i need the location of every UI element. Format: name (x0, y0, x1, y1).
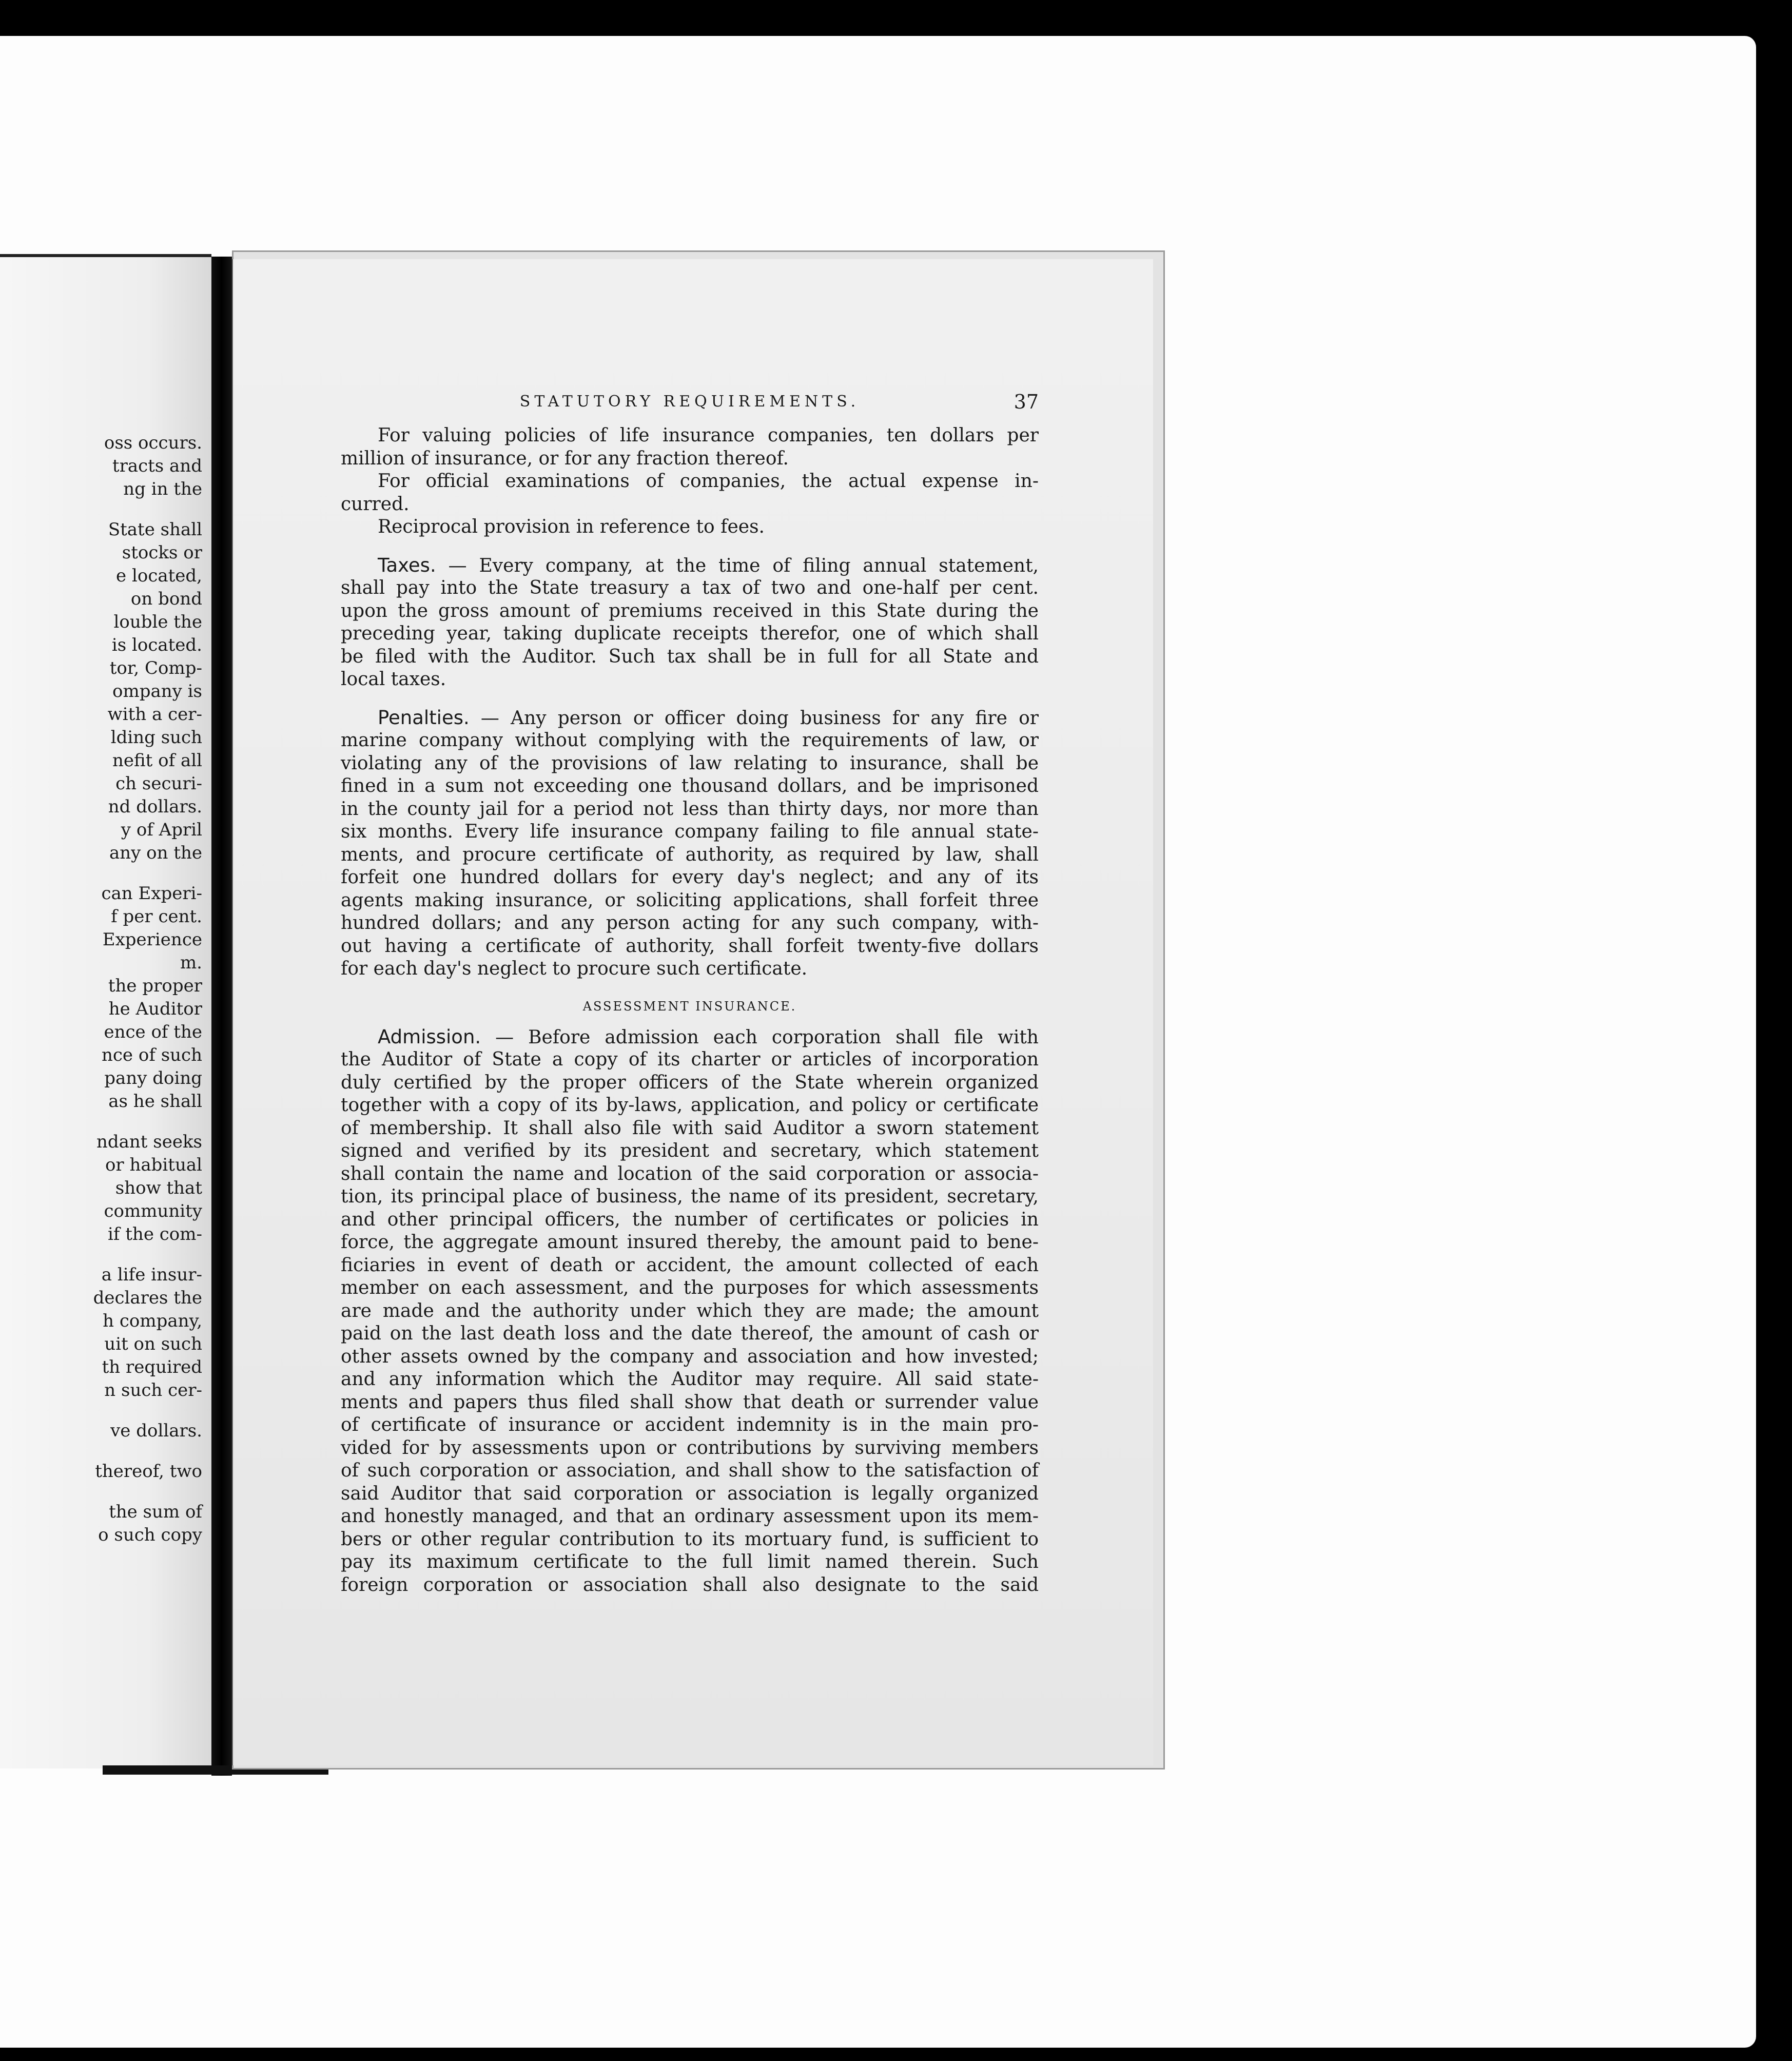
line-gap (0, 865, 202, 882)
text-line: Reciprocal provision in reference to fees. (378, 516, 765, 537)
text-line: and any information which the Auditor may require. All said state- (341, 1369, 1039, 1390)
book-spine (211, 257, 232, 1776)
text-line: and honestly managed, and that an ordinary assessment upon its mem- (341, 1506, 1039, 1527)
admission-heading: Admission. (378, 1025, 481, 1048)
text-line: said Auditor that said corporation or association is legally organized (341, 1483, 1039, 1504)
text-line-rest: — Every company, at the time of filing annual statement, (436, 555, 1039, 576)
left-text-line: any on the (109, 843, 202, 863)
left-text-line: if the com- (108, 1224, 202, 1245)
left-text-line: nd dollars. (108, 796, 202, 817)
line-gap (0, 1483, 202, 1501)
text-line: of membership. It shall also file with said Auditor a sworn statement (341, 1117, 1039, 1139)
page-number: 37 (1014, 391, 1039, 413)
left-text-line: is located. (111, 635, 202, 655)
left-page (0, 254, 211, 1768)
text-line: of certificate of insurance or accident indemnity is in the main pro- (341, 1414, 1039, 1435)
paragraph-examination-fees (341, 470, 1039, 516)
paragraph-admission (341, 1026, 1039, 1597)
paragraph-penalties (341, 707, 1039, 981)
left-text-line: the sum of (109, 1502, 202, 1522)
text-line: fined in a sum not exceeding one thousand dollars, and be imprisoned (341, 775, 1039, 796)
line-gap (0, 1246, 202, 1263)
left-text-line: oss occurs. (104, 433, 202, 453)
text-line: shall contain the name and location of the said corporation or associa- (341, 1163, 1039, 1184)
penalties-heading: Penalties. (378, 706, 470, 729)
text-line: pay its maximum certificate to the full limit named therein. Such (341, 1551, 1039, 1572)
left-text-line: e located, (116, 566, 202, 586)
text-line: bers or other regular contribution to its mortuary fund, is sufficient to (341, 1528, 1039, 1550)
text-line: For official examinations of companies, the actual expense in- (378, 471, 1039, 492)
left-text-line: ompany is (112, 681, 202, 702)
text-line: shall pay into the State treasury a tax of two and one-half per cent. (341, 577, 1039, 598)
taxes-heading: Taxes. (378, 554, 436, 576)
text-line: hundred dollars; and any person acting for any such company, with- (341, 912, 1039, 934)
left-text-line: ng in the (123, 479, 202, 499)
section-heading: ASSESSMENT INSURANCE. (582, 999, 797, 1014)
text-line-rest: — Any person or officer doing business for any fire or (469, 707, 1039, 729)
text-line: paid on the last death loss and the date thereof, the amount of cash or (341, 1323, 1039, 1344)
left-page-text (0, 432, 202, 1547)
left-text-line: uit on such (104, 1334, 202, 1354)
left-text-line: State shall (108, 519, 202, 540)
text-line: marine company without complying with the requirements of law, or (341, 730, 1039, 751)
text-line: force, the aggregate amount insured thereby, the amount paid to bene- (341, 1232, 1039, 1253)
text-line: violating any of the provisions of law relating to insurance, shall be (341, 752, 1039, 774)
text-line: tion, its principal place of business, the name of its president, secretary, (341, 1186, 1039, 1207)
text-line: and other principal officers, the number of certificates or policies in (341, 1209, 1039, 1230)
text-line: other assets owned by the company and association and how invested; (341, 1346, 1039, 1367)
text-line: ments and papers thus filed shall show that death or surrender value (341, 1391, 1039, 1413)
text-line: million of insurance, or for any fraction thereof. (341, 448, 789, 469)
text-line: in the county jail for a period not less than thirty days, nor more than (341, 798, 1039, 820)
text-line: are made and the authority under which they are made; the amount (341, 1300, 1039, 1321)
left-text-line: Experience (102, 929, 202, 950)
text-line: preceding year, taking duplicate receipts therefor, one of which shall (341, 623, 1039, 644)
left-text-line: community (104, 1201, 202, 1221)
line-gap (0, 1402, 202, 1420)
line-gap (0, 1443, 202, 1460)
text-line: six months. Every life insurance company failing to file annual state- (341, 821, 1039, 842)
text-line: forfeit one hundred dollars for every day's neglect; and any of its (341, 867, 1039, 888)
text-line: of such corporation or association, and shall show to the satisfaction of (341, 1460, 1039, 1481)
left-text-line: thereof, two (95, 1461, 202, 1482)
running-head-title: STATUTORY REQUIREMENTS. (519, 393, 860, 411)
left-text-line: y of April (121, 820, 202, 840)
left-text-line: declares the (93, 1288, 202, 1308)
left-text-line: o such copy (98, 1525, 202, 1545)
text-line: upon the gross amount of premiums received in this State during the (341, 600, 1039, 621)
left-text-line: or habitual (105, 1155, 202, 1175)
paragraph-valuing-fees (341, 424, 1039, 470)
left-text-line: nce of such (101, 1045, 202, 1065)
running-head (341, 386, 1039, 417)
left-text-line: lding such (110, 727, 202, 748)
left-text-line: ence of the (104, 1022, 202, 1042)
left-text-line: n such cer- (104, 1380, 202, 1401)
line-gap (0, 1113, 202, 1131)
text-line: ments, and procure certificate of authority, as required by law, shall (341, 844, 1039, 865)
left-text-line: m. (180, 952, 202, 973)
left-text-line: a life insur- (101, 1265, 202, 1285)
left-text-line: stocks or (122, 542, 202, 563)
text-line: signed and verified by its president and secretary, which statement (341, 1140, 1039, 1161)
text-line: the Auditor of State a copy of its charter or articles of incorporation (341, 1049, 1039, 1070)
left-text-line: can Experi- (101, 883, 202, 904)
left-text-line: he Auditor (108, 999, 202, 1019)
left-text-line: show that (115, 1178, 202, 1198)
text-line: for each day's neglect to procure such certificate. (341, 958, 808, 979)
text-line: For valuing policies of life insurance companies, ten dollars per (378, 425, 1039, 446)
left-text-line: on bond (130, 589, 202, 609)
text-line: curred. (341, 493, 410, 515)
line-gap (0, 501, 202, 518)
text-line-rest: — Before admission each corporation shall file with (481, 1026, 1039, 1048)
text-line: agents making insurance, or soliciting applications, shall forfeit three (341, 889, 1039, 911)
left-text-line: th required (102, 1357, 202, 1377)
text-line: be filed with the Auditor. Such tax shall be in full for all State and (341, 646, 1039, 667)
right-page (232, 259, 1153, 1765)
text-line: ficiaries in event of death or accident, the amount collected of each (341, 1254, 1039, 1276)
text-line: together with a copy of its by-laws, application, and policy or certificate (341, 1095, 1039, 1116)
paragraph-reciprocal-fees (341, 516, 1039, 539)
left-text-line: nefit of all (112, 750, 202, 771)
text-line: foreign corporation or association shall also designate to the said (341, 1574, 1039, 1596)
paragraph-taxes (341, 554, 1039, 691)
text-line: member on each assessment, and the purposes for which assessments (341, 1277, 1039, 1298)
left-text-line: f per cent. (111, 906, 202, 927)
left-text-line: ch securi- (115, 773, 202, 794)
text-line (341, 554, 1039, 577)
left-text-line: as he shall (108, 1091, 202, 1112)
left-text-line: ve dollars. (110, 1421, 202, 1441)
text-line: vided for by assessments upon or contributions by surviving members (341, 1437, 1039, 1459)
text-line: local taxes. (341, 669, 446, 690)
left-text-line: with a cer- (107, 704, 202, 725)
left-text-line: ndant seeks (96, 1132, 202, 1152)
page-content (341, 386, 1039, 1597)
text-line: out having a certificate of authority, shall forfeit twenty-five dollars (341, 935, 1039, 957)
left-text-line: h company, (103, 1311, 202, 1331)
left-text-line: tracts and (112, 456, 202, 476)
left-text-line: louble the (113, 612, 202, 632)
text-line: duly certified by the proper officers of the State wherein organized (341, 1072, 1039, 1093)
text-line (341, 1026, 1039, 1049)
left-text-line: the proper (108, 976, 202, 996)
text-line (341, 707, 1039, 730)
page-body (341, 424, 1039, 1597)
left-text-line: pany doing (104, 1068, 202, 1088)
left-text-line: tor, Comp- (109, 658, 202, 678)
